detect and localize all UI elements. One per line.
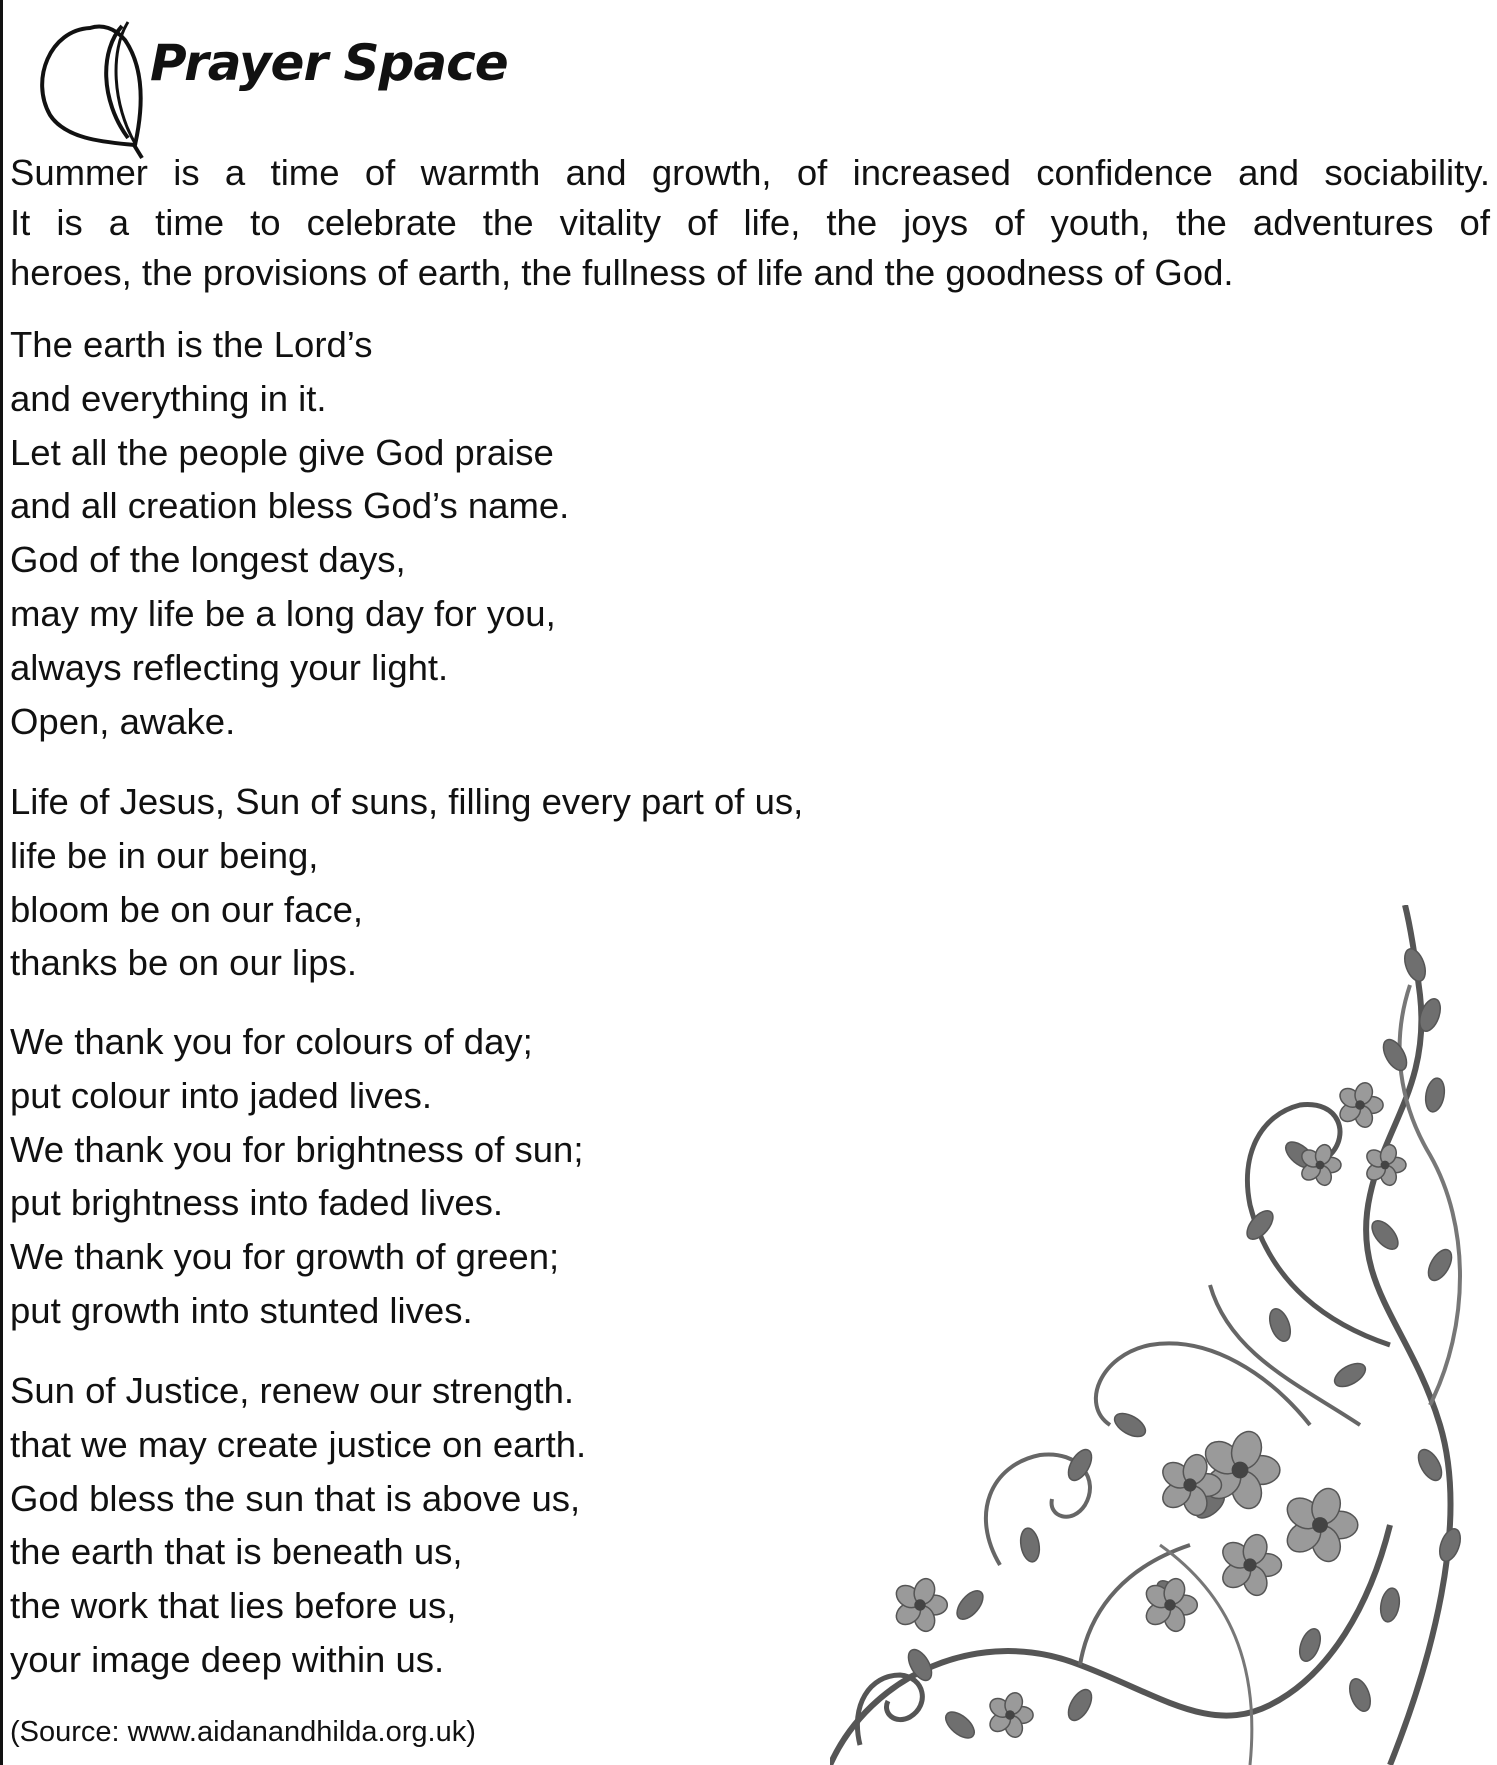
- floral-leaf: [1424, 1246, 1457, 1284]
- floral-leaf: [1436, 1526, 1465, 1564]
- stanza-line: Let all the people give God praise: [10, 431, 554, 473]
- stanza-line: Life of Jesus, Sun of suns, filling every part of us,: [10, 781, 804, 822]
- stanza-line: put growth into stunted lives.: [10, 1289, 473, 1331]
- stanza-line: the earth that is beneath us,: [10, 1531, 463, 1573]
- floral-flower: [986, 1690, 1033, 1739]
- floral-leaf: [1378, 1587, 1402, 1624]
- floral-leaf: [1423, 1077, 1447, 1114]
- intro-line: heroes, the provisions of earth, the fullness of life and the goodness of God.: [10, 252, 1234, 293]
- stanza-line: your image deep within us.: [10, 1638, 445, 1680]
- stanza-line: Open, awake.: [10, 700, 236, 742]
- floral-flower: [1336, 1080, 1383, 1129]
- floral-leaf: [1331, 1359, 1369, 1392]
- floral-leaf: [1018, 1527, 1042, 1564]
- stanza-line: always reflecting your light.: [10, 646, 449, 688]
- floral-flower: [1364, 1143, 1406, 1188]
- floral-leaf: [1367, 1216, 1403, 1254]
- stanza-line: The earth is the Lord’s: [10, 324, 373, 365]
- leaf-icon: [30, 10, 150, 160]
- floral-leaf: [1414, 1446, 1447, 1484]
- stanza-line: put brightness into faded lives.: [10, 1182, 504, 1224]
- stanza-line: Sun of Justice, renew our strength.: [10, 1370, 575, 1411]
- floral-flower: [1281, 1485, 1357, 1565]
- floral-leaf: [1266, 1306, 1295, 1344]
- floral-flower: [1218, 1532, 1282, 1599]
- floral-leaf: [1064, 1446, 1097, 1484]
- floral-leaf: [1346, 1676, 1375, 1714]
- stanza-line: and everything in it.: [10, 377, 327, 419]
- stanza-line: may my life be a long day for you,: [10, 592, 556, 634]
- floral-leaf: [1111, 1409, 1149, 1442]
- page-title: Prayer Space: [150, 34, 508, 92]
- floral-leaf: [941, 1707, 979, 1743]
- stanza-line: God bless the sun that is above us,: [10, 1477, 581, 1519]
- floral-leaf: [1064, 1686, 1097, 1724]
- stanza-line: We thank you for colours of day;: [10, 1021, 533, 1062]
- stanza-line: the work that lies before us,: [10, 1585, 457, 1627]
- stanza-line: God of the longest days,: [10, 539, 406, 581]
- stanza-line: life be in our being,: [10, 834, 319, 876]
- source-credit: (Source: www.aidanandhilda.org.uk): [10, 1716, 476, 1748]
- floral-corner-icon: [830, 905, 1490, 1765]
- stanza-line: We thank you for growth of green;: [10, 1236, 560, 1278]
- stanza-line: thanks be on our lips.: [10, 942, 357, 984]
- floral-leaf: [952, 1586, 988, 1624]
- left-border-rule: [0, 0, 3, 1765]
- floral-leaf: [1296, 1626, 1325, 1664]
- stanza-sun-of-justice: [10, 1364, 586, 1687]
- intro-line: It is a time to celebrate the vitality of life, the joys of youth, the adventures of: [10, 202, 1490, 243]
- stanza-line: and all creation bless God’s name.: [10, 485, 570, 527]
- stanza-line: bloom be on our face,: [10, 888, 364, 930]
- floral-flower: [892, 1576, 947, 1634]
- floral-flower: [1142, 1576, 1197, 1634]
- stanza-line: put colour into jaded lives.: [10, 1074, 433, 1116]
- stanza-line: We thank you for brightness of sun;: [10, 1128, 584, 1170]
- intro-paragraph: [10, 148, 1490, 298]
- floral-leaf: [1401, 946, 1430, 984]
- stanza-line: that we may create justice on earth.: [10, 1423, 587, 1465]
- intro-line: Summer is a time of warmth and growth, of increased confidence and sociability.: [10, 152, 1490, 193]
- floral-leaf: [1379, 1036, 1412, 1074]
- stanza-earth-is-the-lords: [10, 318, 569, 748]
- stanza-life-of-jesus: [10, 775, 803, 990]
- stanza-we-thank-you: [10, 1015, 584, 1338]
